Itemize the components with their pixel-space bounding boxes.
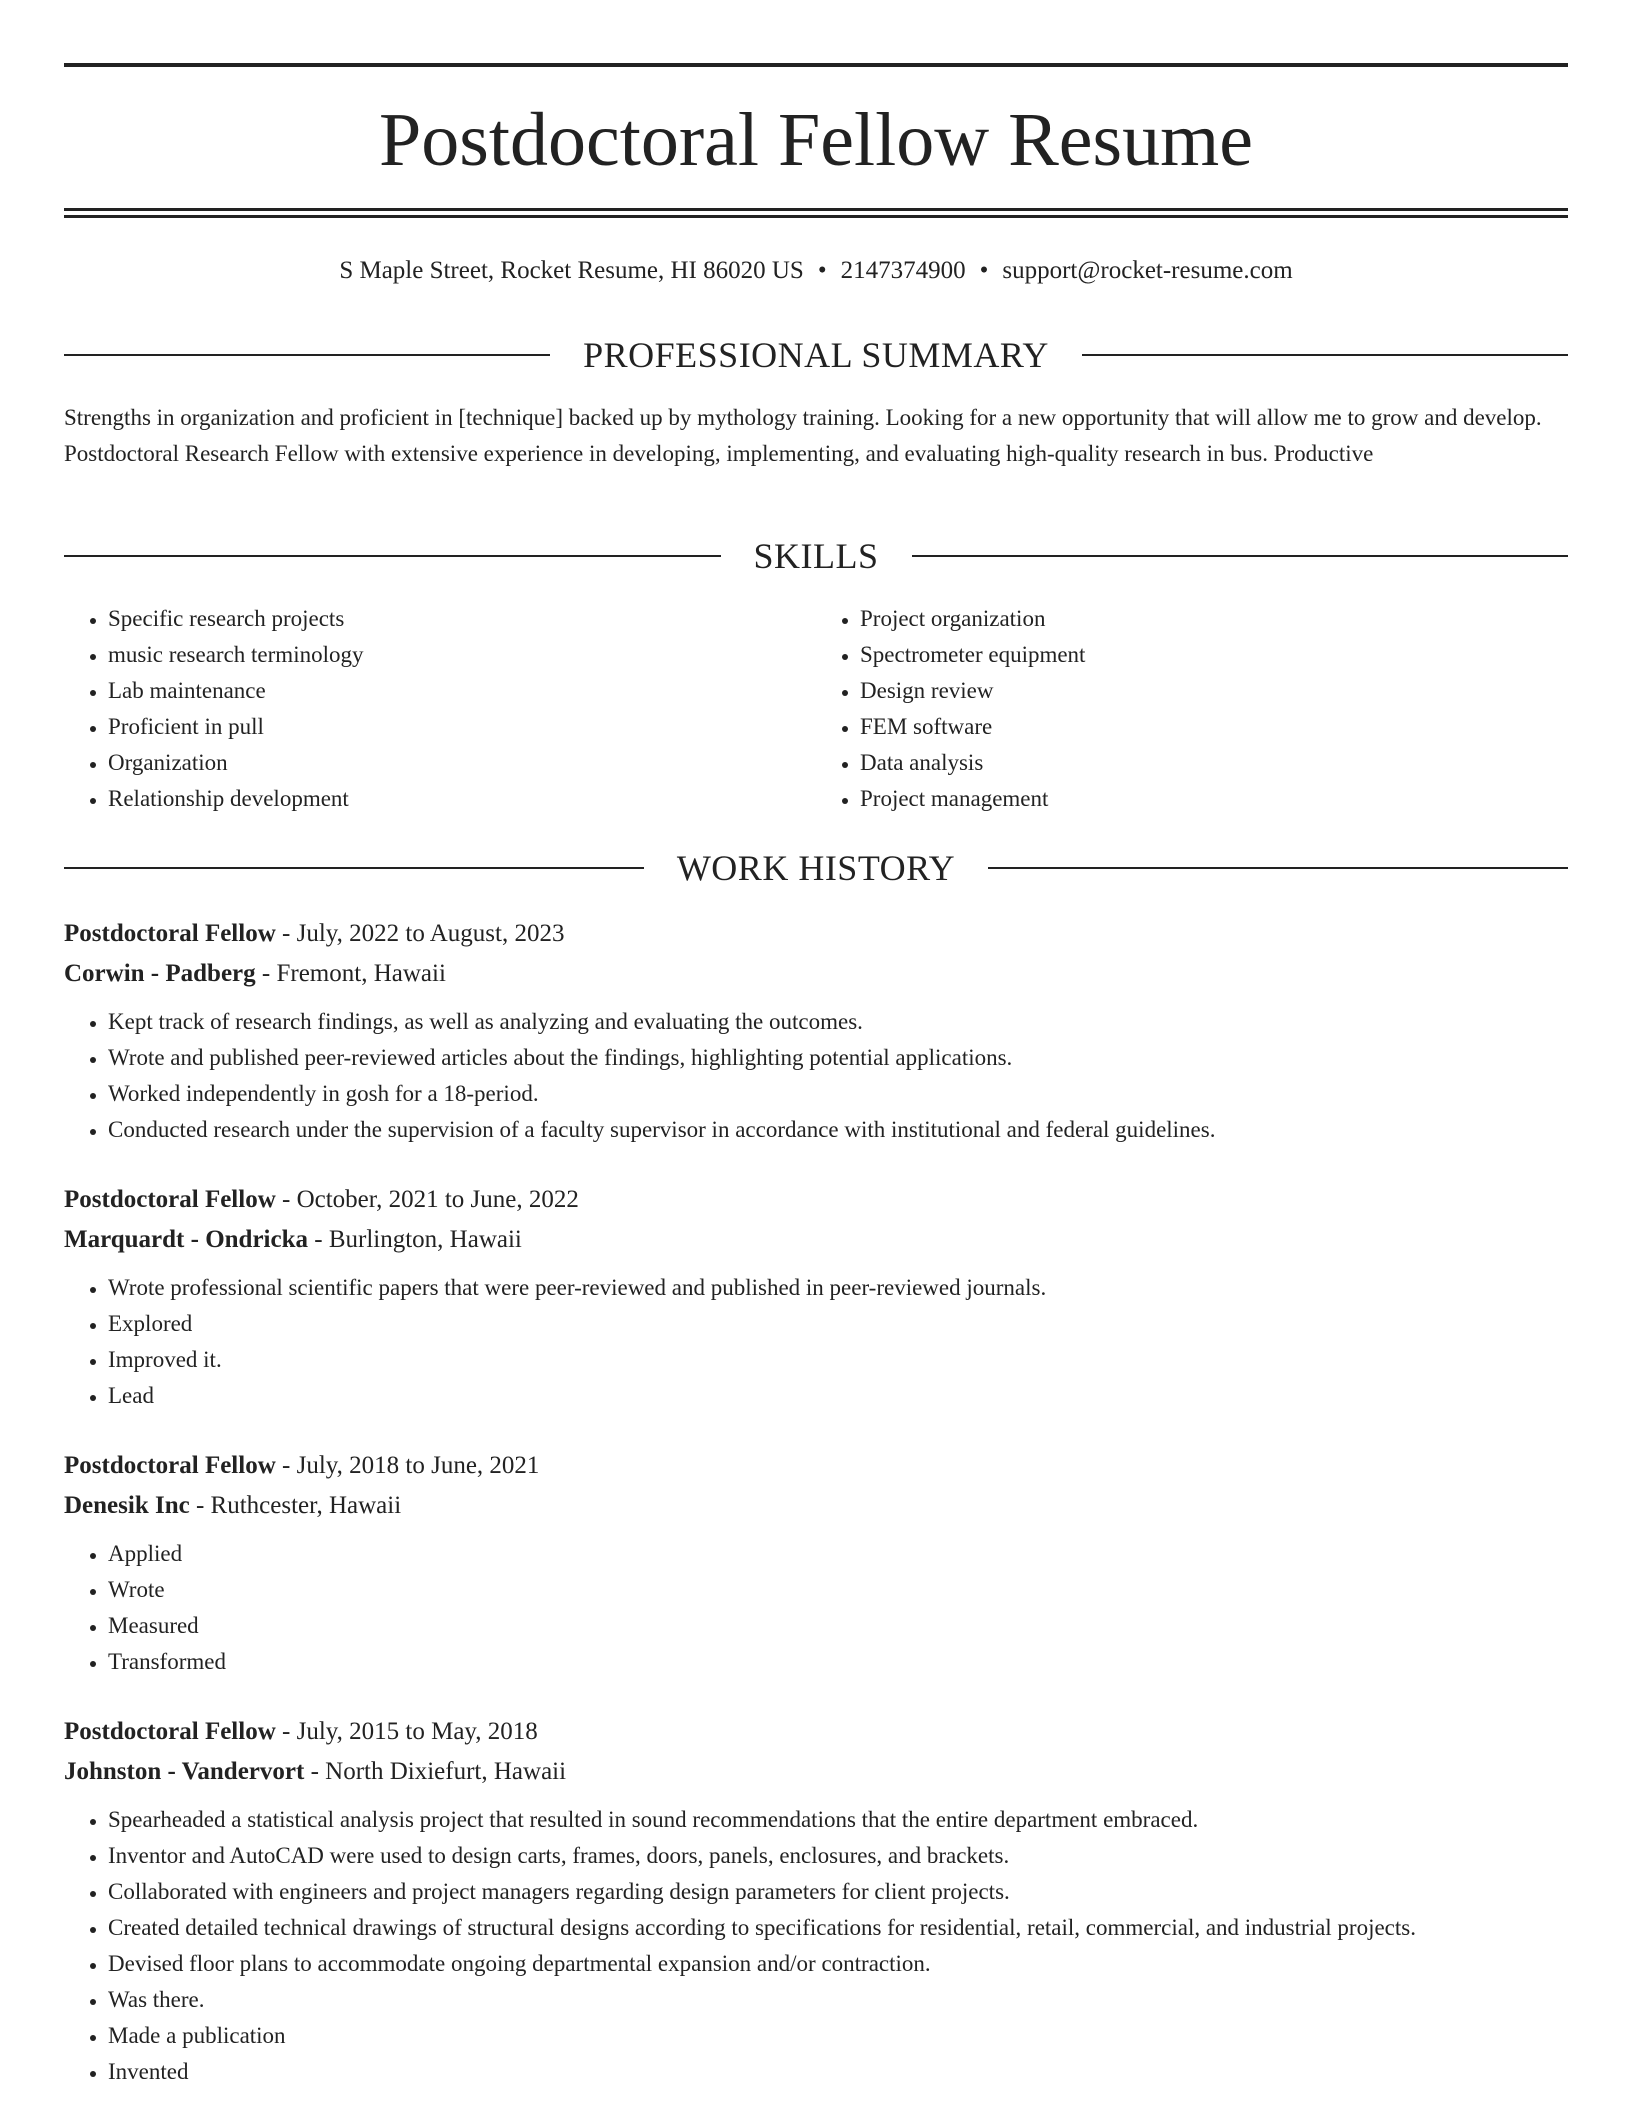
contact-separator: • [979,257,989,284]
job-company: Marquardt - Ondricka [64,1226,308,1253]
contact-line [64,253,1568,289]
job-bullet: • Invented [108,2054,1568,2090]
job-company-line [64,954,1568,994]
skill-item: • Spectrometer equipment [860,637,1568,673]
job-bullet: • Created detailed technical drawings of structural designs according to specifications for residential, retail, commercial, and industrial projects. [108,1910,1568,1946]
contact-email: support@rocket-resume.com [1002,257,1293,284]
skill-item: • Data analysis [860,745,1568,781]
skill-item: • Specific research projects [108,601,816,637]
job-bullets [64,1536,1568,1680]
job-bullet: • Lead [108,1378,1568,1414]
job-company-line [64,1220,1568,1260]
job-location: - Ruthcester, Hawaii [189,1492,402,1519]
section-rule-left [64,867,644,869]
skill-item: • Relationship development [108,781,816,817]
section-header-summary [64,333,1568,377]
section-rule-right [912,555,1569,557]
professional-summary-text: Strengths in organization and proficient in [technique] backed up by mythology training. Looking for a new opportunity that will allow me to grow and develop. Postdoctoral Research Fellow with extensive experience in developing, implementing, and evaluating high-quality research in bus. Productive [64,405,1542,466]
job-company: Denesik Inc [64,1492,190,1519]
job-title-line [64,1712,1568,1752]
resume-title: Postdoctoral Fellow Resume [379,98,1253,182]
job-entry [64,1180,1568,1414]
job-bullet: • Kept track of research findings, as well as analyzing and evaluating the outcomes. [108,1004,1568,1040]
job-title: Postdoctoral Fellow [64,1718,276,1745]
job-bullet: • Was there. [108,1982,1568,2018]
job-bullet: • Collaborated with engineers and project managers regarding design parameters for client projects. [108,1874,1568,1910]
skills-columns [64,601,1568,817]
contact-separator: • [817,257,827,284]
section-rule-right [988,867,1568,869]
skill-item: • Proficient in pull [108,709,816,745]
skill-item: • Project management [860,781,1568,817]
job-bullet: • Improved it. [108,1342,1568,1378]
job-title-line [64,1446,1568,1486]
job-bullets [64,1802,1568,2090]
job-entry [64,1712,1568,2090]
section-title-skills: SKILLS [753,536,879,576]
job-company: Corwin - Padberg [64,960,256,987]
section-header-skills [64,534,1568,578]
job-bullet: • Wrote [108,1572,1568,1608]
section-rule-right [1082,354,1568,356]
skills-list-right [816,601,1568,817]
section-title-work-history: WORK HISTORY [676,848,956,888]
job-title-line [64,914,1568,954]
job-company-line [64,1486,1568,1526]
skill-item: • Project organization [860,601,1568,637]
title-double-rule-divider [64,208,1568,218]
top-rule-divider [64,63,1568,67]
job-bullets [64,1004,1568,1148]
job-dates: - July, 2015 to May, 2018 [275,1718,538,1745]
work-history-list [64,914,1568,2110]
job-bullet: • Made a publication [108,2018,1568,2054]
job-company-line [64,1752,1568,1792]
job-location: - Burlington, Hawaii [308,1226,522,1253]
job-location: - Fremont, Hawaii [255,960,446,987]
job-entry [64,914,1568,1148]
job-title-line [64,1180,1568,1220]
job-company: Johnston - Vandervort [64,1758,305,1785]
section-rule-left [64,354,550,356]
job-bullet: • Wrote and published peer-reviewed articles about the findings, highlighting potential applications. [108,1040,1568,1076]
job-title: Postdoctoral Fellow [64,920,276,947]
job-bullets [64,1270,1568,1414]
skill-item: • Lab maintenance [108,673,816,709]
job-dates: - July, 2022 to August, 2023 [275,920,565,947]
section-header-work-history [64,846,1568,890]
contact-address: S Maple Street, Rocket Resume, HI 86020 US [339,257,804,284]
job-title: Postdoctoral Fellow [64,1452,276,1479]
skill-item: • Organization [108,745,816,781]
job-bullet: • Wrote professional scientific papers that were peer-reviewed and published in peer-reviewed journals. [108,1270,1568,1306]
job-bullet: • Explored [108,1306,1568,1342]
skill-item: • FEM software [860,709,1568,745]
job-bullet: • Spearheaded a statistical analysis project that resulted in sound recommendations that the entire department embraced. [108,1802,1568,1838]
job-bullet: • Measured [108,1608,1568,1644]
skill-item: • Design review [860,673,1568,709]
section-rule-left [64,555,721,557]
contact-phone: 2147374900 [840,257,966,284]
job-bullet: • Conducted research under the supervision of a faculty supervisor in accordance with institutional and federal guidelines. [108,1112,1568,1148]
job-entry [64,1446,1568,1680]
job-bullet: • Worked independently in gosh for a 18-period. [108,1076,1568,1112]
job-bullet: • Applied [108,1536,1568,1572]
skills-list-left [64,601,816,817]
job-bullet: • Inventor and AutoCAD were used to design carts, frames, doors, panels, enclosures, and brackets. [108,1838,1568,1874]
job-location: - North Dixiefurt, Hawaii [304,1758,567,1785]
job-title: Postdoctoral Fellow [64,1186,276,1213]
job-bullet: • Devised floor plans to accommodate ongoing departmental expansion and/or contraction. [108,1946,1568,1982]
job-bullet: • Transformed [108,1644,1568,1680]
job-dates: - July, 2018 to June, 2021 [275,1452,540,1479]
skill-item: • music research terminology [108,637,816,673]
section-title-summary: PROFESSIONAL SUMMARY [583,335,1049,375]
job-dates: - October, 2021 to June, 2022 [275,1186,579,1213]
